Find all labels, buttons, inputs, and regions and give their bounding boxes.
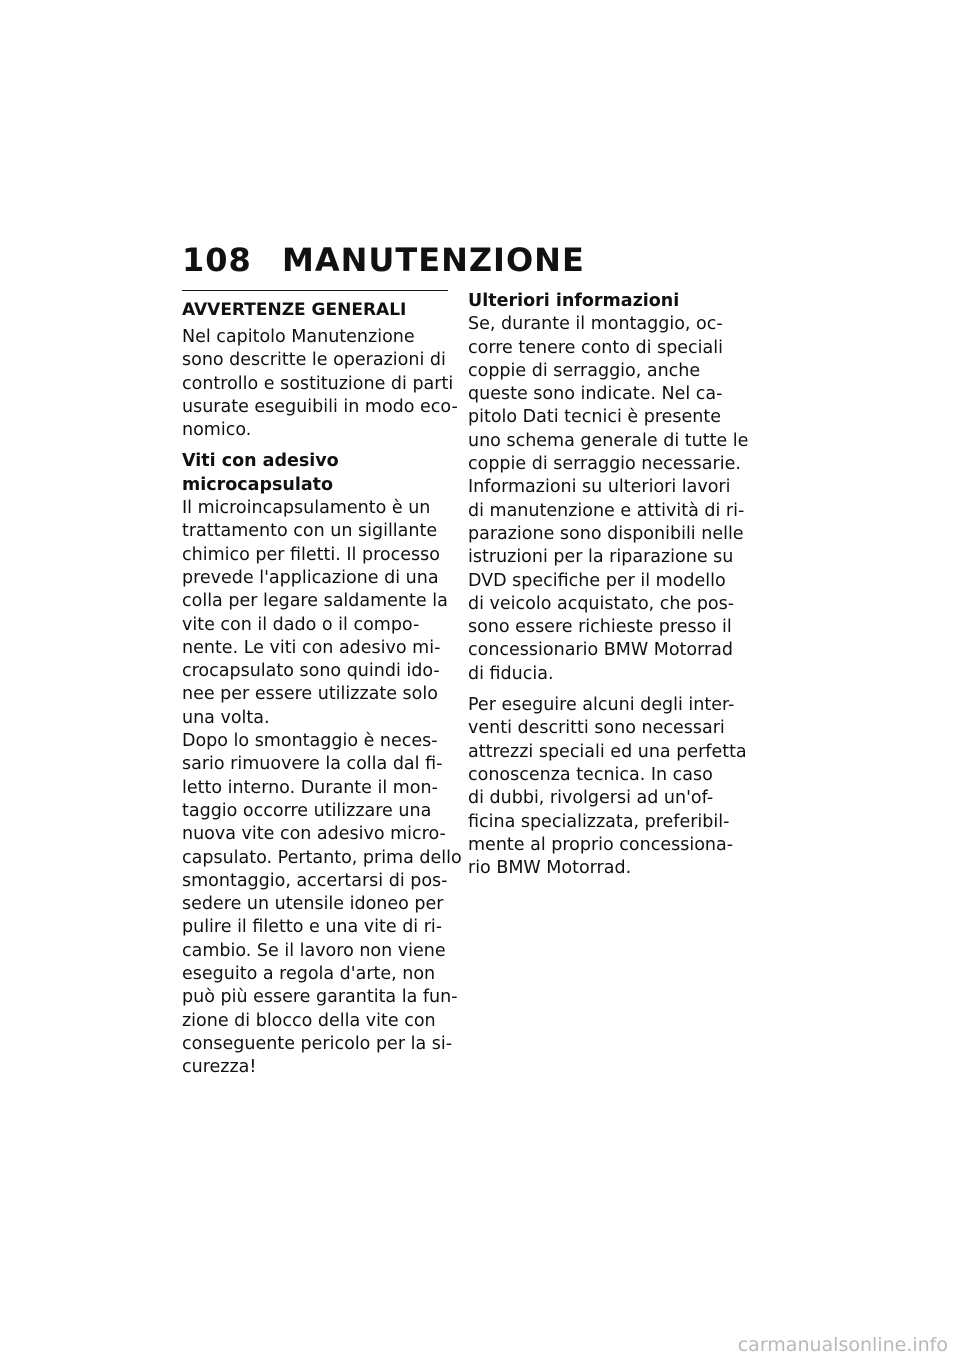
text-line: conoscenza tecnica. In caso (468, 764, 713, 785)
right-column (468, 290, 749, 880)
subtitle-line: Viti con adesivo (182, 451, 339, 472)
text-line: DVD specifiche per il modello (468, 570, 726, 591)
text-line: di manutenzione e attività di ri- (468, 500, 745, 521)
subtitle-line: microcapsulato (182, 474, 334, 495)
text-line: queste sono indicate. Nel ca- (468, 384, 723, 405)
text-line: rio BMW Motorrad. (468, 858, 632, 879)
text-line: coppie di serraggio, anche (468, 360, 701, 381)
special-tools-paragraph (468, 694, 747, 880)
subsection-title-microcapsulated-screws (182, 450, 454, 497)
text-line: istruzioni per la riparazione su (468, 547, 734, 568)
text-line: mente al proprio concessiona- (468, 834, 734, 855)
text-line: concessionario BMW Motorrad (468, 640, 734, 661)
text-line: taggio occorre utilizzare una (182, 800, 432, 821)
text-line: vite con il dado o il compo- (182, 614, 420, 635)
text-line: sedere un utensile idoneo per (182, 894, 444, 915)
text-line: nente. Le viti con adesivo mi- (182, 637, 441, 658)
text-line: attrezzi speciali ed una perfetta (468, 741, 747, 762)
text-line: sono descritte le operazioni di (182, 350, 446, 371)
text-line: coppie di serraggio necessarie. (468, 454, 741, 475)
page-header (182, 238, 585, 282)
text-line: zione di blocco della vite con (182, 1010, 436, 1031)
text-line: può più essere garantita la fun- (182, 987, 458, 1008)
text-line: Nel capitolo Manutenzione (182, 327, 415, 347)
text-line: colla per legare saldamente la (182, 591, 448, 612)
disassembly-paragraph (182, 730, 462, 1079)
text-line: di veicolo acquistato, che pos- (468, 593, 735, 614)
text-line: pitolo Dati tecnici è presente (468, 407, 722, 428)
text-line: smontaggio, accertarsi di pos- (182, 870, 448, 891)
subsection-title-further-information: Ulteriori informazioni (468, 291, 680, 311)
torque-paragraph (468, 313, 749, 476)
text-line: Informazioni su ulteriori lavori (468, 477, 731, 498)
text-line: sono essere richieste presso il (468, 617, 732, 638)
text-line: nuova vite con adesivo micro- (182, 824, 446, 845)
text-line: controllo e sostituzione di parti (182, 373, 454, 394)
text-line: eseguito a regola d'arte, non (182, 964, 436, 985)
text-line: usurate eseguibili in modo eco- (182, 396, 458, 417)
text-line: prevede l'applicazione di una (182, 567, 439, 588)
repair-info-paragraph (468, 476, 745, 686)
text-line: Dopo lo smontaggio è neces- (182, 731, 438, 752)
text-line: conseguente pericolo per la si- (182, 1033, 453, 1054)
text-line: curezza! (182, 1057, 257, 1078)
text-line: chimico per filetti. Il processo (182, 544, 440, 565)
text-line: nee per essere utilizzate solo (182, 684, 438, 705)
text-line: cambio. Se il lavoro non viene (182, 940, 446, 961)
text-line: letto interno. Durante il mon- (182, 777, 438, 798)
text-line: trattamento con un sigillante (182, 521, 438, 542)
text-line: uno schema generale di tutte le (468, 430, 749, 451)
text-line: Per eseguire alcuni degli inter- (468, 695, 735, 716)
text-line: Se, durante il montaggio, oc- (468, 314, 723, 335)
section-title: AVVERTENZE GENERALI (182, 300, 407, 320)
page-number: 108 (182, 241, 252, 279)
watermark-text: carmanualsonline.info (737, 1334, 948, 1356)
text-line: pulire il filetto e una vite di ri- (182, 917, 443, 938)
text-line: nomico. (182, 420, 252, 441)
text-line: di dubbi, rivolgersi ad un'of- (468, 788, 714, 809)
text-line: corre tenere conto di speciali (468, 337, 723, 358)
section-divider (182, 290, 448, 291)
text-line: capsulato. Pertanto, prima dello (182, 847, 462, 868)
chapter-title: MANUTENZIONE (282, 241, 585, 279)
microcapsulation-paragraph (182, 497, 454, 730)
text-line: di fiducia. (468, 663, 554, 684)
text-line: parazione sono disponibili nelle (468, 523, 744, 544)
intro-paragraph (182, 326, 458, 442)
left-column (182, 290, 462, 1080)
text-line: sario rimuovere la colla dal fi- (182, 754, 443, 775)
text-line: Il microincapsulamento è un (182, 498, 431, 519)
text-line: venti descritti sono necessari (468, 718, 725, 739)
text-line: ficina specializzata, preferibil- (468, 811, 730, 832)
text-line: crocapsulato sono quindi ido- (182, 661, 440, 682)
text-line: una volta. (182, 707, 270, 728)
